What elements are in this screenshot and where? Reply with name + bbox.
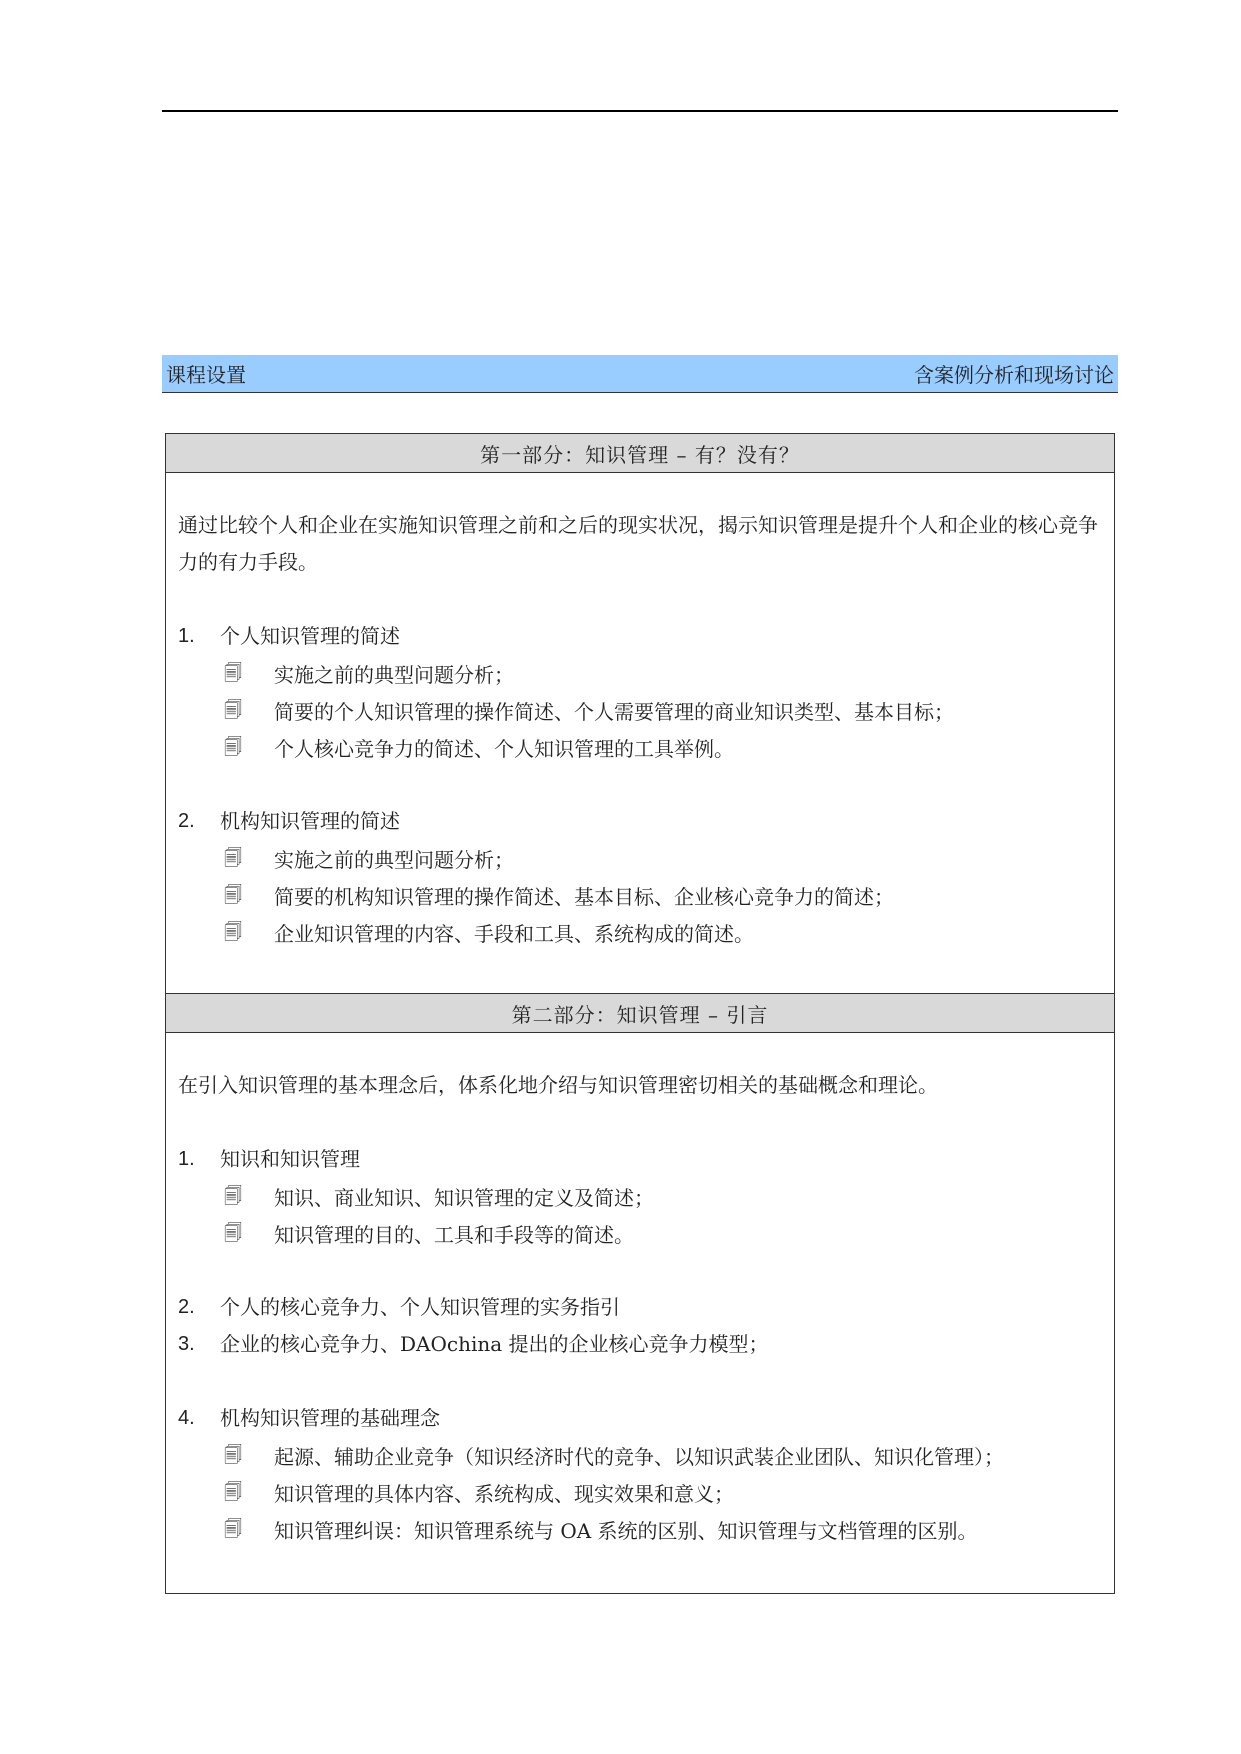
part-1-body — [166, 473, 1114, 994]
list-item — [178, 655, 1102, 692]
list-item-text: 实施之前的典型问题分析； — [274, 663, 514, 687]
part-2-intro: 在引入知识管理的基本理念后，体系化地介绍与知识管理密切相关的基础概念和理论。 — [178, 1073, 938, 1097]
section-title: 机构知识管理的简述 — [220, 809, 400, 833]
document-stack-icon: 🗐 — [224, 736, 242, 758]
list-item-text: 知识管理的具体内容、系统构成、现实效果和意义； — [274, 1482, 734, 1506]
document-stack-icon: 🗐 — [224, 1481, 242, 1503]
list-item — [178, 1474, 1102, 1511]
document-stack-icon: 🗐 — [224, 662, 242, 684]
section-number: 4. — [178, 1407, 195, 1429]
top-rule — [162, 110, 1118, 112]
list-item-text: 简要的机构知识管理的操作简述、基本目标、企业核心竞争力的简述； — [274, 885, 894, 909]
course-header-bar — [162, 355, 1118, 393]
part-2-header — [166, 994, 1114, 1033]
list-item — [178, 1178, 1102, 1215]
part-1-intro: 通过比较个人和企业在实施知识管理之前和之后的现实状况，揭示知识管理是提升个人和企业的核心竞争力的有力手段。 — [178, 513, 1098, 574]
list-item-text: 个人核心竞争力的简述、个人知识管理的工具举例。 — [274, 737, 734, 761]
part-1-title: 第一部分：知识管理 – 有？没有？ — [480, 442, 800, 467]
section-item — [178, 1400, 1102, 1437]
section-item — [178, 1141, 1102, 1178]
section-number: 3. — [178, 1333, 195, 1355]
section-title: 知识和知识管理 — [220, 1147, 360, 1171]
list-item-text: 知识管理的目的、工具和手段等的简述。 — [274, 1223, 634, 1247]
list-item — [178, 914, 1102, 951]
document-stack-icon: 🗐 — [224, 699, 242, 721]
section-number: 2. — [178, 1296, 195, 1318]
section-item — [178, 1289, 1102, 1326]
part-1-header — [166, 434, 1114, 473]
list-item-text: 简要的个人知识管理的操作简述、个人需要管理的商业知识类型、基本目标； — [274, 700, 954, 724]
list-item-text: 知识管理纠误：知识管理系统与 OA 系统的区别、知识管理与文档管理的区别。 — [274, 1519, 978, 1543]
list-item-text: 企业知识管理的内容、手段和工具、系统构成的简述。 — [274, 922, 754, 946]
document-stack-icon: 🗐 — [224, 1222, 242, 1244]
part-2-body — [166, 1033, 1114, 1593]
course-table — [165, 433, 1115, 1594]
document-stack-icon: 🗐 — [224, 884, 242, 906]
document-stack-icon: 🗐 — [224, 1185, 242, 1207]
section-title: 个人的核心竞争力、个人知识管理的实务指引 — [220, 1295, 620, 1319]
course-header-title: 课程设置 — [166, 363, 246, 387]
document-stack-icon: 🗐 — [224, 1444, 242, 1466]
section-item — [178, 803, 1102, 840]
list-item — [178, 840, 1102, 877]
document-stack-icon: 🗐 — [224, 847, 242, 869]
section-number: 1. — [178, 625, 195, 647]
list-item — [178, 877, 1102, 914]
section-number: 2. — [178, 810, 195, 832]
section-title: 机构知识管理的基础理念 — [220, 1406, 440, 1430]
section-title: 企业的核心竞争力、DAOchina 提出的企业核心竞争力模型； — [220, 1332, 769, 1356]
document-stack-icon: 🗐 — [224, 921, 242, 943]
document-stack-icon: 🗐 — [224, 1518, 242, 1540]
list-item — [178, 692, 1102, 729]
section-number: 1. — [178, 1148, 195, 1170]
list-item — [178, 1215, 1102, 1252]
course-header-note: 含案例分析和现场讨论 — [914, 363, 1114, 387]
section-title: 个人知识管理的简述 — [220, 624, 400, 648]
list-item — [178, 729, 1102, 766]
list-item — [178, 1511, 1102, 1548]
list-item-text: 实施之前的典型问题分析； — [274, 848, 514, 872]
section-item — [178, 1326, 1102, 1363]
list-item-text: 知识、商业知识、知识管理的定义及简述； — [274, 1186, 654, 1210]
section-item — [178, 618, 1102, 655]
part-2-title: 第二部分：知识管理 – 引言 — [511, 1002, 769, 1027]
list-item-text: 起源、辅助企业竞争（知识经济时代的竞争、以知识武装企业团队、知识化管理）； — [274, 1445, 1004, 1469]
list-item — [178, 1437, 1102, 1474]
